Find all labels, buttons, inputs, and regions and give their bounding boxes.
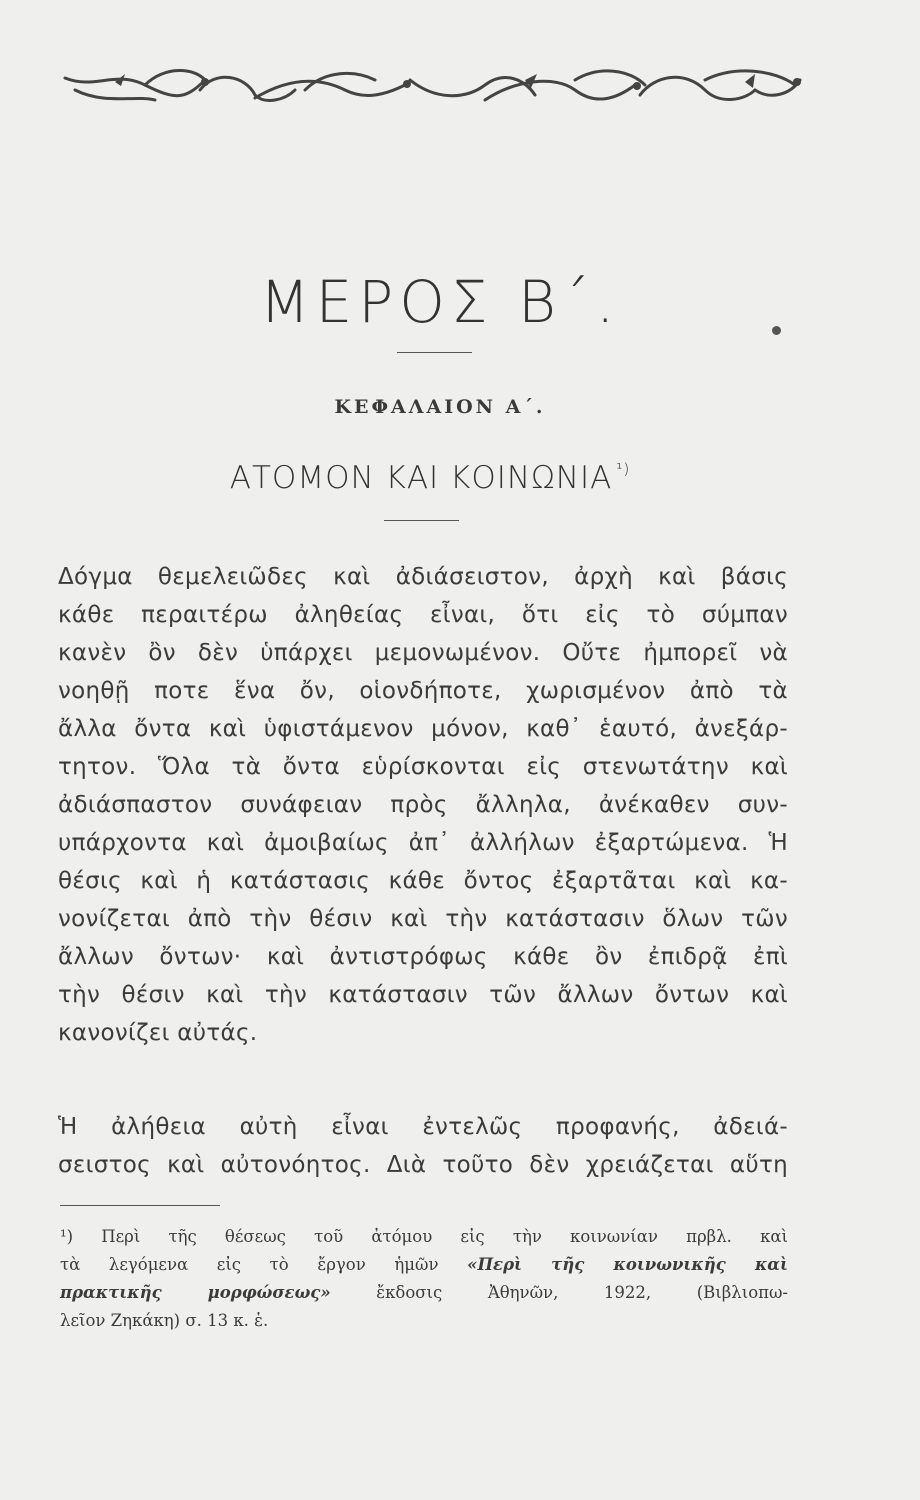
footnote-book-title: πρακτικῆς μορφώσεως» — [60, 1283, 331, 1302]
footnote-line — [60, 1254, 788, 1276]
chapter-footnote-mark: ¹) — [616, 460, 631, 478]
chapter-label: ΚΕΦΑΛΑΙΟΝ Α΄. — [334, 396, 546, 418]
chapter-divider — [384, 520, 459, 521]
paragraph-1-line: νονίζεται ἀπὸ τὴν θέσιν καὶ τὴν κατάστασιν ὅλων τῶν — [58, 906, 788, 932]
footnote-text: ἔκδοσις Ἀθηνῶν, 1922, (Βιβλιοπω- — [376, 1283, 788, 1302]
paragraph-1-line: κανὲν ὂν δὲν ὑπάρχει μεμονωμένον. Οὔτε ἠμπορεῖ νὰ — [58, 640, 788, 666]
paragraph-1-line: ἄλλα ὄντα καὶ ὑφιστάμενον μόνον, καθ᾽ ἑαυτό, ἀνεξάρ- — [58, 716, 788, 742]
chapter-title-text: ΑΤΟΜΟΝ ΚΑΙ ΚΟΙΝΩΝΙΑ — [229, 460, 613, 496]
paragraph-1-line: τητον. Ὅλα τὰ ὄντα εὑρίσκονται εἰς στενωτάτην καὶ — [58, 754, 788, 780]
footnote-divider — [60, 1205, 220, 1206]
paragraph-1-line: τὴν θέσιν καὶ τὴν κατάστασιν τῶν ἄλλων ὄντων καὶ — [58, 982, 788, 1008]
decorative-headpiece-ornament — [55, 60, 805, 120]
footnote-line: λεῖον Ζηκάκη) σ. 13 κ. ἑ. — [60, 1311, 269, 1330]
ink-speck — [772, 326, 781, 335]
paragraph-1-line: ἄλλων ὄντων· καὶ ἀντιστρόφως κάθε ὂν ἐπιδρᾷ ἐπὶ — [58, 944, 788, 970]
paragraph-2-line: Ἡ ἀλήθεια αὐτὴ εἶναι ἐντελῶς προφανής, ἀδειά- — [58, 1114, 788, 1140]
paragraph-1-line: κάθε περαιτέρω ἀληθείας εἶναι, ὅτι εἰς τὸ σύμπαν — [58, 602, 788, 628]
footnote-text: τὰ λεγόμενα εἰς τὸ ἔργον ἡμῶν — [60, 1255, 439, 1274]
paragraph-1-line: Δόγμα θεμελειῶδες καὶ ἀδιάσειστον, ἀρχὴ καὶ βάσις — [58, 564, 788, 590]
footnote-line — [60, 1282, 788, 1304]
part-title: ΜΕΡΟΣ Β΄. — [259, 268, 621, 336]
title-divider — [397, 352, 472, 353]
paragraph-1-line: κανονίζει αὐτάς. — [58, 1020, 258, 1046]
paragraph-1-line: θέσις καὶ ἡ κατάστασις κάθε ὄντος ἐξαρτᾶται καὶ κα- — [58, 868, 788, 894]
paragraph-2-line: σειστος καὶ αὐτονόητος. Διὰ τοῦτο δὲν χρειάζεται αὕτη — [58, 1152, 788, 1178]
paragraph-1-line: υπάρχοντα καὶ ἀμοιβαίως ἀπ᾽ ἀλλήλων ἐξαρτώμενα. Ἡ — [58, 830, 788, 856]
footnote-line: ¹) Περὶ τῆς θέσεως τοῦ ἀτόμου εἰς τὴν κοινωνίαν πρβλ. καὶ — [60, 1227, 788, 1246]
paragraph-1-line: νοηθῇ ποτε ἕνα ὄν, οἱονδήποτε, χωρισμένον ἀπὸ τὰ — [58, 678, 788, 704]
footnote-book-title: «Περὶ τῆς κοινωνικῆς καὶ — [467, 1255, 788, 1274]
paragraph-1-line: ἀδιάσπαστον συνάφειαν πρὸς ἄλληλα, ἀνέκαθεν συν- — [58, 792, 788, 818]
chapter-title — [0, 460, 860, 496]
